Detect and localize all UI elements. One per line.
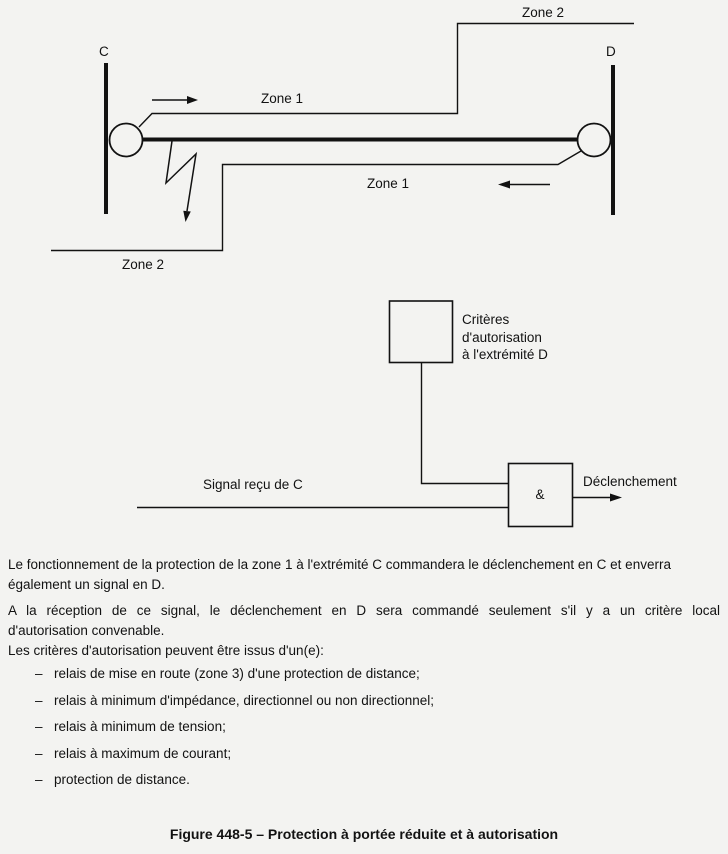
direction-arrow-c-head-icon xyxy=(187,96,198,104)
and-gate-symbol: & xyxy=(535,487,545,502)
output-arrow-head-icon xyxy=(610,494,622,502)
list-dash: – xyxy=(35,692,43,708)
paragraph-2-line1: A la réception de ce signal, le déclenchement en D sera commandé seulement s'il y a un critère local xyxy=(8,603,720,618)
paragraph-2 xyxy=(8,601,720,640)
criteria-label xyxy=(462,311,548,364)
station-c-label: C xyxy=(99,44,109,59)
criteria-label-line2: d'autorisation xyxy=(462,329,542,345)
paragraph-3 xyxy=(8,641,720,661)
paragraph-1-line1: Le fonctionnement de la protection de la zone 1 à l'extrémité C commandera le déclenchement en C et enverra xyxy=(8,557,671,572)
list-item-text: relais de mise en route (zone 3) d'une protection de distance; xyxy=(54,666,420,681)
criteria-list xyxy=(8,666,720,799)
direction-arrow-d-head-icon xyxy=(498,181,510,189)
list-item xyxy=(8,746,720,773)
criteria-label-line3: à l'extrémité D xyxy=(462,347,548,362)
paragraph-2-line2: d'autorisation convenable. xyxy=(8,622,165,638)
fault-lightning-icon xyxy=(166,141,196,211)
zone1-forward-label: Zone 1 xyxy=(261,91,304,106)
relay-circle-d xyxy=(578,124,611,157)
zone1-zone2-reach-from-c xyxy=(139,24,634,128)
output-label: Déclenchement xyxy=(583,474,677,489)
criteria-label-line1: Critères xyxy=(462,312,510,327)
station-d-label: D xyxy=(606,44,616,59)
criteria-to-and-connector xyxy=(422,363,509,484)
list-item xyxy=(8,693,720,720)
list-item xyxy=(8,719,720,746)
figure-caption: Figure 448-5 – Protection à portée réduite et à autorisation xyxy=(169,826,559,842)
paragraph-3-line1: Les critères d'autorisation peuvent être issus d'un(e): xyxy=(8,643,324,658)
paragraph-1-line2: également un signal en D. xyxy=(8,576,165,592)
paragraph-1 xyxy=(8,555,720,594)
list-item-text: relais à maximum de courant; xyxy=(54,745,232,761)
relay-circle-c xyxy=(110,124,143,157)
list-item xyxy=(8,772,720,799)
zone1-reverse-label: Zone 1 xyxy=(367,176,410,191)
zone2-bottom-label: Zone 2 xyxy=(122,257,165,272)
list-dash: – xyxy=(35,666,43,681)
list-item-text: relais à minimum d'impédance, directionnel ou non directionnel; xyxy=(54,692,435,708)
fault-lightning-arrowhead-icon xyxy=(183,211,191,222)
list-item xyxy=(8,666,720,693)
list-dash: – xyxy=(35,719,43,734)
list-item-text: protection de distance. xyxy=(54,772,190,787)
zone2-top-label: Zone 2 xyxy=(522,5,565,20)
signal-input-label: Signal reçu de C xyxy=(203,477,303,492)
list-dash: – xyxy=(35,745,43,761)
list-dash: – xyxy=(35,772,43,787)
criteria-box xyxy=(390,301,453,363)
zone1-zone2-reach-from-d xyxy=(51,151,581,251)
list-item-text: relais à minimum de tension; xyxy=(54,719,226,734)
